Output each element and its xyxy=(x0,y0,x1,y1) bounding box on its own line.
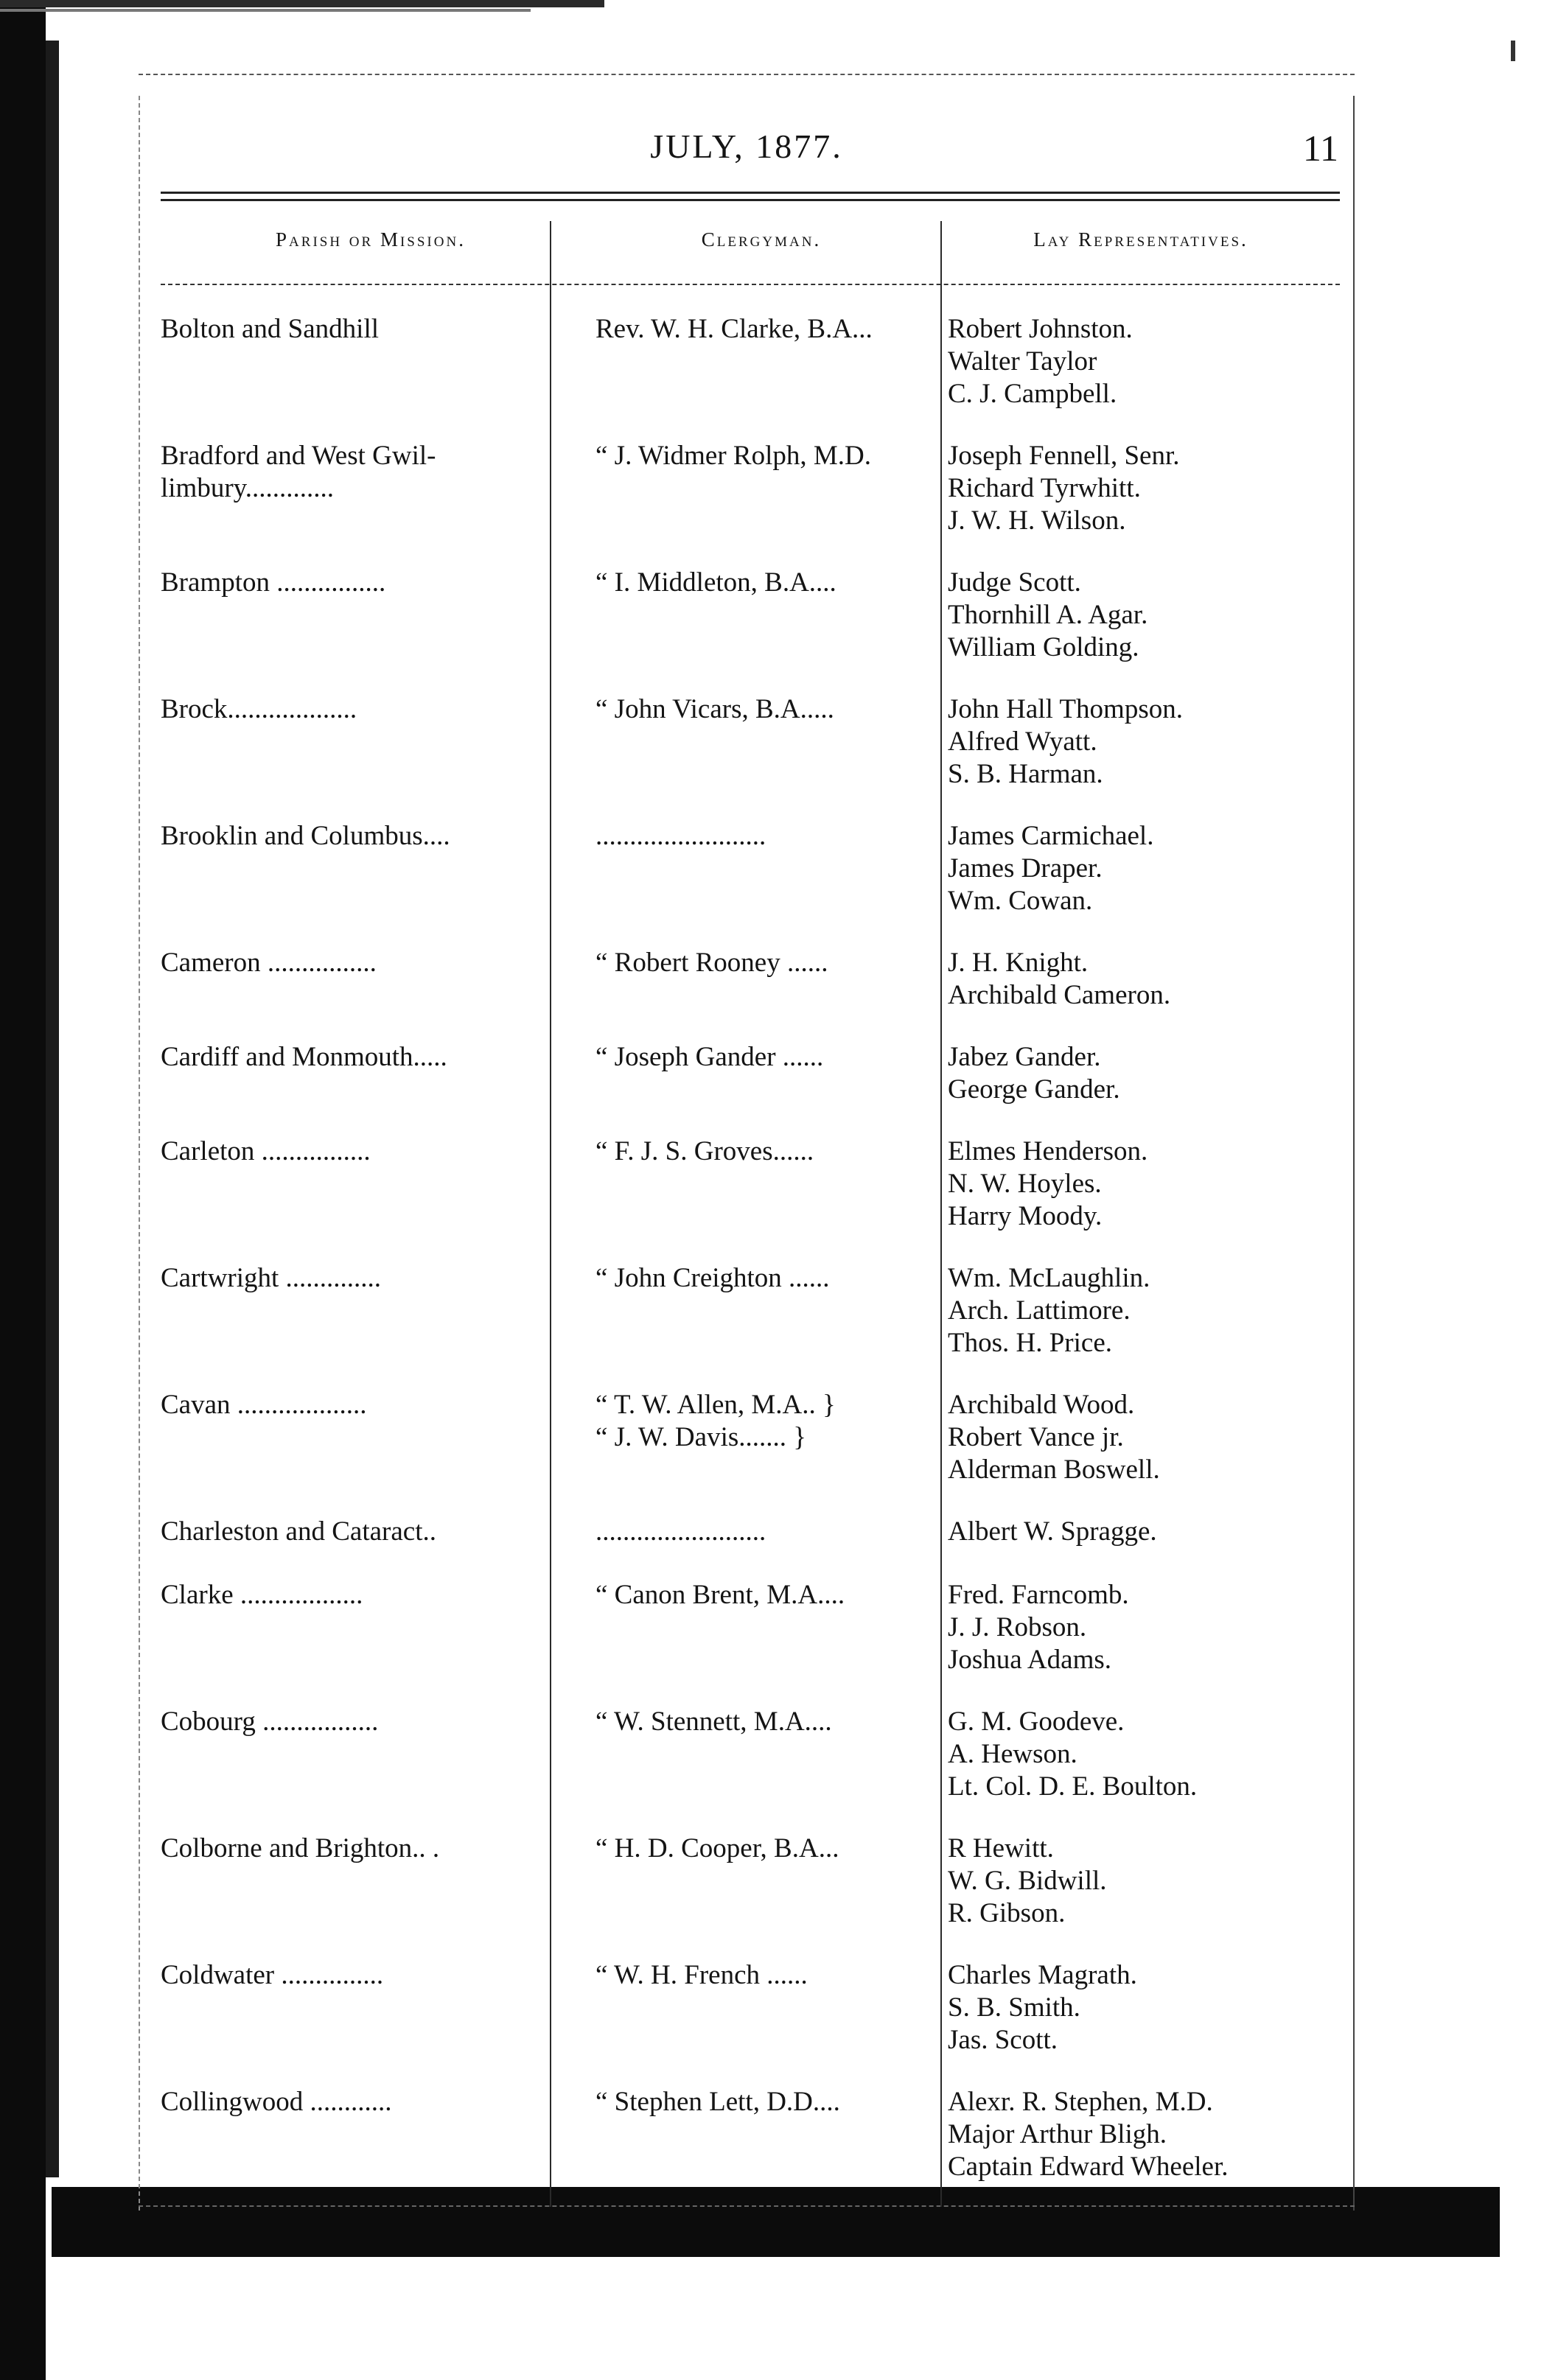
clergy-line: ......................... xyxy=(595,821,766,851)
clergy-cell xyxy=(588,1579,971,1611)
clergy-line: “ H. D. Cooper, B.A... xyxy=(595,1833,839,1863)
lay-line: Thos. H. Price. xyxy=(948,1328,1112,1358)
clergy-line: “ W. Stennett, M.A.... xyxy=(595,1707,832,1737)
lay-cell xyxy=(942,1706,1340,1803)
lay-line: W. G. Bidwill. xyxy=(948,1866,1107,1896)
clergy-cell xyxy=(588,1833,971,1865)
lay-cell xyxy=(942,947,1340,1012)
lay-line: Albert W. Spragge. xyxy=(948,1516,1157,1547)
scan-edge-left-inner xyxy=(46,41,59,2177)
frame-bottom xyxy=(139,2205,1355,2207)
clergy-cell xyxy=(588,947,971,979)
clergy-cell xyxy=(588,1959,971,1992)
parish-cell xyxy=(161,1389,581,1421)
clergy-line: “ Canon Brent, M.A.... xyxy=(595,1580,845,1610)
clergy-cell xyxy=(588,1516,971,1548)
lay-line: J. H. Knight. xyxy=(948,948,1089,978)
lay-line: J. J. Robson. xyxy=(948,1612,1087,1642)
lay-line: Lt. Col. D. E. Boulton. xyxy=(948,1771,1198,1802)
lay-cell xyxy=(942,567,1340,664)
lay-cell xyxy=(942,440,1340,537)
clergy-line: “ J. Widmer Rolph, M.D. xyxy=(595,441,871,471)
clergy-line: “ Robert Rooney ...... xyxy=(595,948,828,978)
clergy-cell xyxy=(588,567,971,599)
frame-top xyxy=(139,74,1355,75)
lay-line: James Draper. xyxy=(948,853,1103,883)
lay-line: Captain Edward Wheeler. xyxy=(948,2152,1229,2182)
lay-line: Wm. McLaughlin. xyxy=(948,1263,1150,1293)
scan-edge-top-thin xyxy=(0,9,531,12)
clergy-line: “ W. H. French ...... xyxy=(595,1960,808,1990)
lay-line: Alexr. R. Stephen, M.D. xyxy=(948,2087,1213,2117)
parish-line: Colborne and Brighton.. . xyxy=(161,1833,440,1863)
header-rule-bottom xyxy=(161,199,1340,201)
lay-line: Archibald Cameron. xyxy=(948,980,1171,1010)
lay-line: George Gander. xyxy=(948,1074,1120,1105)
parish-line: Bolton and Sandhill xyxy=(161,314,379,344)
lay-cell xyxy=(942,2086,1340,2183)
header-rule-top xyxy=(161,192,1340,194)
lay-line: Thornhill A. Agar. xyxy=(948,600,1148,630)
column-header-parish: Parish or Mission. xyxy=(276,228,466,251)
lay-line: James Carmichael. xyxy=(948,821,1154,851)
parish-line: Charleston and Cataract.. xyxy=(161,1516,436,1547)
parish-cell xyxy=(161,440,581,505)
lay-cell xyxy=(942,1579,1340,1676)
document-page xyxy=(139,74,1355,2233)
parish-cell xyxy=(161,567,581,599)
lay-line: C. J. Campbell. xyxy=(948,379,1117,409)
lay-cell xyxy=(942,1262,1340,1359)
lay-cell xyxy=(942,1833,1340,1930)
parish-cell xyxy=(161,1135,581,1168)
lay-line: R. Gibson. xyxy=(948,1898,1066,1928)
parish-line: Cobourg ................. xyxy=(161,1707,379,1737)
clergy-cell xyxy=(588,693,971,726)
clergy-cell xyxy=(588,440,971,472)
column-header-rule xyxy=(161,284,1340,285)
lay-line: Robert Johnston. xyxy=(948,314,1133,344)
lay-cell xyxy=(942,1959,1340,2057)
lay-line: Robert Vance jr. xyxy=(948,1422,1124,1452)
clergy-cell xyxy=(588,1262,971,1295)
clergy-line: “ Joseph Gander ...... xyxy=(595,1042,824,1072)
frame-right xyxy=(1353,96,1355,2211)
clergy-line: Rev. W. H. Clarke, B.A... xyxy=(595,314,873,344)
lay-cell xyxy=(942,1389,1340,1486)
parish-line: Bradford and West Gwil- xyxy=(161,441,436,471)
lay-line: R Hewitt. xyxy=(948,1833,1054,1863)
lay-line: Major Arthur Bligh. xyxy=(948,2119,1167,2149)
column-divider-1 xyxy=(550,221,551,2207)
clergy-cell xyxy=(588,1389,971,1454)
clergy-line: “ F. J. S. Groves...... xyxy=(595,1136,814,1166)
page-number: 11 xyxy=(1302,127,1338,169)
parish-cell xyxy=(161,2086,581,2118)
parish-line: limbury............. xyxy=(161,473,335,503)
lay-line: Archibald Wood. xyxy=(948,1390,1135,1420)
parish-cell xyxy=(161,1262,581,1295)
lay-line: Joseph Fennell, Senr. xyxy=(948,441,1180,471)
lay-line: Jabez Gander. xyxy=(948,1042,1101,1072)
lay-line: Alfred Wyatt. xyxy=(948,727,1097,757)
lay-line: Jas. Scott. xyxy=(948,2025,1058,2055)
clergy-cell xyxy=(588,313,971,346)
lay-line: G. M. Goodeve. xyxy=(948,1707,1125,1737)
lay-line: J. W. H. Wilson. xyxy=(948,505,1126,536)
column-header-lay: Lay Representatives. xyxy=(1033,228,1248,251)
clergy-cell xyxy=(588,1706,971,1738)
lay-line: S. B. Smith. xyxy=(948,1992,1080,2023)
clergy-line: “ Stephen Lett, D.D.... xyxy=(595,2087,840,2117)
page-title: JULY, 1877. xyxy=(650,127,843,165)
lay-cell xyxy=(942,693,1340,791)
parish-cell xyxy=(161,1579,581,1611)
lay-cell xyxy=(942,1135,1340,1233)
parish-cell xyxy=(161,1516,581,1548)
lay-line: Richard Tyrwhitt. xyxy=(948,473,1141,503)
parish-line: Cavan ................... xyxy=(161,1390,367,1420)
lay-line: Alderman Boswell. xyxy=(948,1455,1160,1485)
scan-edge-top xyxy=(0,0,604,7)
lay-line: Arch. Lattimore. xyxy=(948,1295,1131,1326)
scan-mark xyxy=(1511,41,1515,61)
clergy-line: “ John Creighton ...... xyxy=(595,1263,830,1293)
lay-cell xyxy=(942,1516,1340,1548)
parish-line: Coldwater ............... xyxy=(161,1960,384,1990)
lay-line: John Hall Thompson. xyxy=(948,694,1183,724)
clergy-cell xyxy=(588,2086,971,2118)
lay-line: S. B. Harman. xyxy=(948,759,1103,789)
lay-line: Joshua Adams. xyxy=(948,1645,1111,1675)
frame-left xyxy=(139,96,140,2211)
lay-line: William Golding. xyxy=(948,632,1139,662)
parish-line: Carleton ................ xyxy=(161,1136,371,1166)
clergy-line: “ I. Middleton, B.A.... xyxy=(595,567,836,598)
parish-cell xyxy=(161,820,581,853)
parish-line: Collingwood ............ xyxy=(161,2087,392,2117)
lay-cell xyxy=(942,1041,1340,1106)
parish-line: Cameron ................ xyxy=(161,948,377,978)
lay-line: Charles Magrath. xyxy=(948,1960,1137,1990)
parish-line: Brooklin and Columbus.... xyxy=(161,821,450,851)
lay-line: Walter Taylor xyxy=(948,346,1097,377)
parish-cell xyxy=(161,1833,581,1865)
parish-cell xyxy=(161,947,581,979)
parish-cell xyxy=(161,1706,581,1738)
lay-line: Fred. Farncomb. xyxy=(948,1580,1129,1610)
lay-line: Harry Moody. xyxy=(948,1201,1103,1231)
scan-edge-left xyxy=(0,0,46,2380)
clergy-line: “ John Vicars, B.A..... xyxy=(595,694,834,724)
clergy-line: ......................... xyxy=(595,1516,766,1547)
parish-line: Brock................... xyxy=(161,694,357,724)
clergy-cell xyxy=(588,1135,971,1168)
parish-line: Brampton ................ xyxy=(161,567,386,598)
clergy-cell xyxy=(588,1041,971,1074)
clergy-line: “ T. W. Allen, M.A.. } xyxy=(595,1390,836,1420)
parish-line: Cartwright .............. xyxy=(161,1263,382,1293)
clergy-line: “ J. W. Davis....... } xyxy=(595,1422,807,1452)
lay-line: Wm. Cowan. xyxy=(948,886,1093,916)
column-header-clergy: Clergyman. xyxy=(701,228,822,251)
parish-line: Cardiff and Monmouth..... xyxy=(161,1042,447,1072)
lay-line: A. Hewson. xyxy=(948,1739,1077,1769)
parish-cell xyxy=(161,1959,581,1992)
clergy-cell xyxy=(588,820,971,853)
lay-line: Judge Scott. xyxy=(948,567,1081,598)
lay-cell xyxy=(942,820,1340,917)
lay-cell xyxy=(942,313,1340,410)
parish-cell xyxy=(161,313,581,346)
parish-cell xyxy=(161,1041,581,1074)
lay-line: Elmes Henderson. xyxy=(948,1136,1148,1166)
page-header xyxy=(139,118,1355,177)
parish-cell xyxy=(161,693,581,726)
lay-line: N. W. Hoyles. xyxy=(948,1169,1102,1199)
parish-line: Clarke .................. xyxy=(161,1580,363,1610)
